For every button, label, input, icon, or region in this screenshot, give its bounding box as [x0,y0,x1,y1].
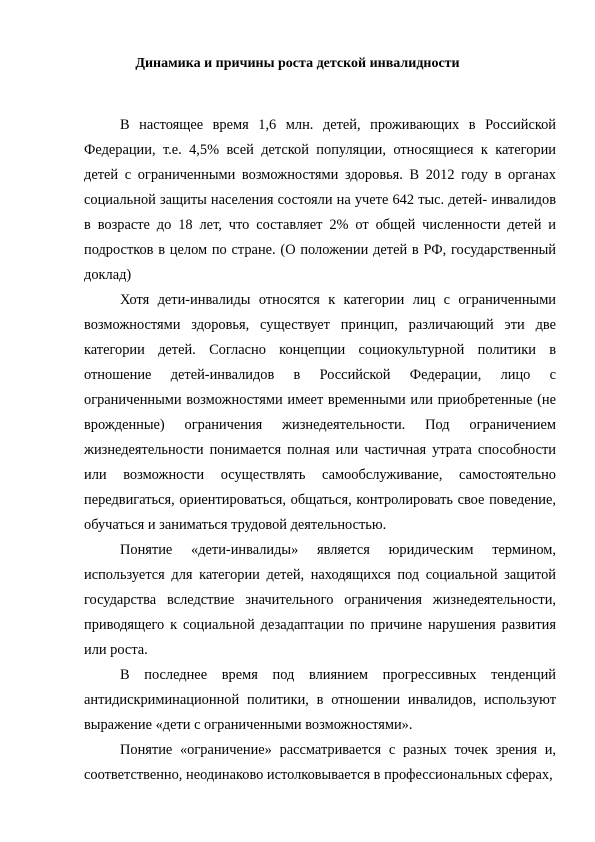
paragraph-3: Понятие «дети-инвалиды» является юридическим термином, используется для категории детей, находящихся под социальной защитой государства вследствие значительного ограничения жизнедеятельности, приводящего к социальной дезадаптации по причине нарушения развития или роста. [84,542,556,658]
paragraph-4: В последнее время под влиянием прогрессивных тенденций антидискриминационной политики, в отношении инвалидов, используют выражение «дети с ограниченными возможностями». [84,667,556,733]
document-body [84,113,556,788]
document-title: Динамика и причины роста детской инвалидности [135,56,460,71]
paragraph-5: Понятие «ограничение» рассматривается с разных точек зрения и, соответственно, неодинаково истолковывается в профессиональных сферах, [84,742,556,783]
paragraph-2: Хотя дети-инвалиды относятся к категории лиц с ограниченными возможностями здоровья, существует принцип, различающий эти две категории детей. Согласно концепции социокультурной политики в отношение детей-инвалидов в Российской Федерации, лицо с ограниченными возможностями имеет временными или приобретенные (не врожденные) ограничения жизнедеятельности. Под ограничением жизнедеятельности понимается полная или частичная утрата способности или возможности осуществлять самообслуживание, самостоятельно передвигаться, ориентироваться, общаться, контролировать свое поведение, обучаться и заниматься трудовой деятельностью. [84,292,556,533]
paragraph-1: В настоящее время 1,6 млн. детей, проживающих в Российской Федерации, т.е. 4,5% всей детской популяции, относящиеся к категории детей с ограниченными возможностями здоровья. В 2012 году в органах социальной защиты населения состояли на учете 642 тыс. детей- инвалидов в возрасте до 18 лет, что составляет 2% от общей численности детей и подростков в целом по стране. (О положении детей в РФ, государственный доклад) [84,117,556,283]
